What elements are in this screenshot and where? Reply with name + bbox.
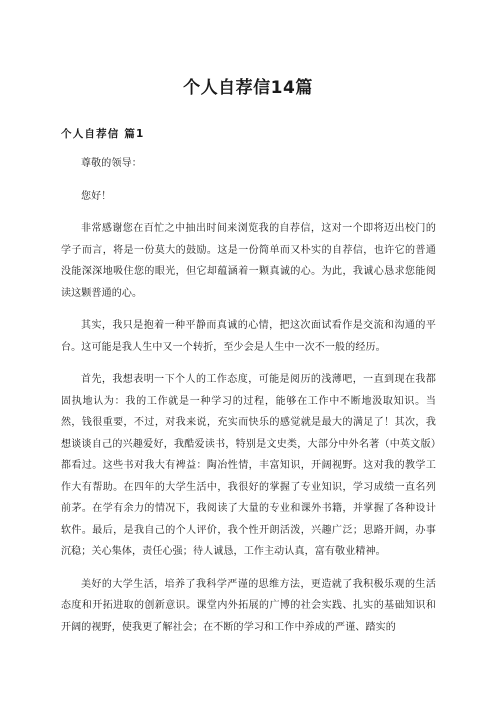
section-heading: 个人自荐信 篇1 [61, 128, 145, 140]
salutation: 尊敬的领导： [81, 158, 142, 169]
letter-body [61, 153, 436, 649]
body-paragraph: 首先，我想表明一下个人的工作态度，可能是阅历的浅薄吧，一直到现在我都固执地认为：我的工作就是一种学习的过程，能够在工作中不断地汲取知识。当然，钱很重要，不过，对我来说，充实而快乐的感觉就是最大的满足了！其次，我想谈谈自己的兴趣爱好，我酷爱读书，特别是文史类，大部分中外名著（中英文版）都看过。这些书对我大有裨益：陶冶性情，丰富知识，开阔视野。这对我的教学工作大有帮助。在四年的大学生活中，我很好的掌握了专业知识，学习成绩一直名列前茅。在学有余力的情况下，我阅读了大量的专业和课外书籍，并掌握了各种设计软件。最后，是我自己的个人评价，我个性开朗活泼，兴趣广泛；思路开阔，办事沉稳；关心集体，责任心强；待人诚恳，工作主动认真，富有敬业精神。 [61, 374, 436, 557]
body-paragraph: 美好的大学生活，培养了我科学严谨的思维方法，更造就了我积极乐观的生活态度和开拓进取的创新意识。课堂内外拓展的广博的社会实践、扎实的基础知识和开阔的视野，使我更了解社会；在不断的学习和工作中养成的严谨、踏实的 [61, 578, 436, 633]
body-paragraph: 其实，我只是抱着一种平静而真诚的心情，把这次面试看作是交流和沟通的平台。这可能是我人生中又一个转折，至少会是人生中一次不一般的经历。 [61, 320, 436, 353]
body-paragraph: 非常感谢您在百忙之中抽出时间来浏览我的自荐信，这对一个即将迈出校门的学子而言，将是一份莫大的鼓励。这是一份简单而又朴实的自荐信，也许它的普通没能深深地吸住您的眼光，但它却蕴涵着一颗真诚的心。为此，我诚心恳求您能阅读这颗普通的心。 [61, 223, 436, 299]
document-title: 个人自荐信14篇 [183, 78, 313, 98]
greeting: 您好！ [81, 190, 112, 202]
